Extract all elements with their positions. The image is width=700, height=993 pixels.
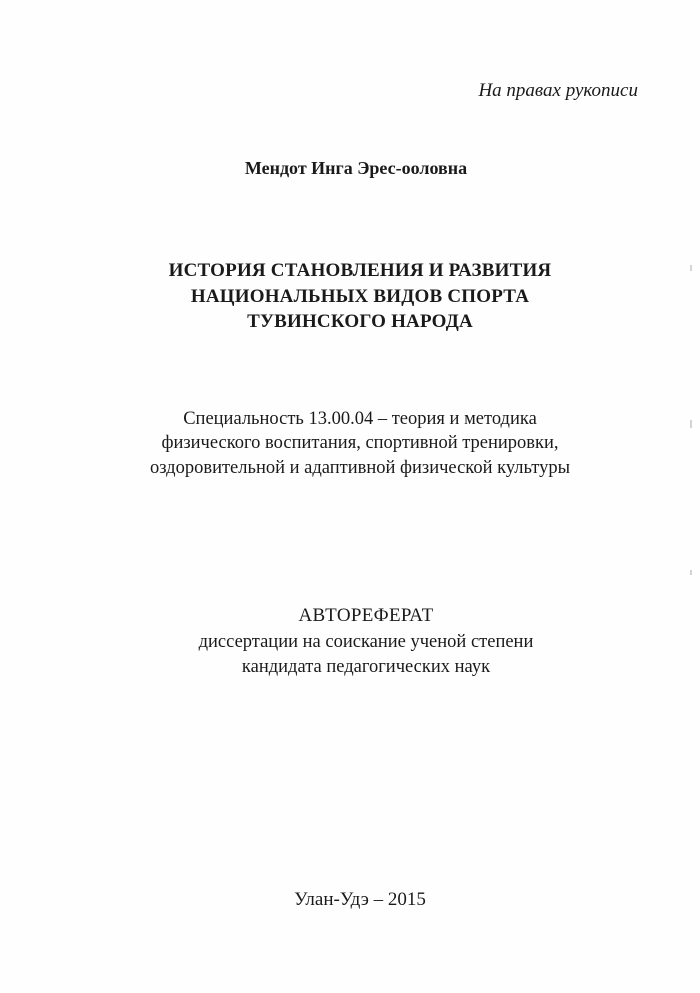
title-line: ТУВИНСКОГО НАРОДА (247, 311, 473, 332)
title-line: ИСТОРИЯ СТАНОВЛЕНИЯ И РАЗВИТИЯ (168, 260, 552, 281)
abstract-line: кандидата педагогических наук (241, 657, 491, 677)
title-line: НАЦИОНАЛЬНЫХ ВИДОВ СПОРТА (190, 286, 530, 307)
specialty-line: физического воспитания, спортивной тренировки, (161, 433, 559, 453)
place-and-year: Улан-Удэ – 2015 (294, 889, 426, 910)
abstract-heading: АВТОРЕФЕРАТ (298, 605, 434, 626)
manuscript-rights-note: На правах рукописи (478, 80, 638, 101)
scan-edge-mark (690, 570, 692, 575)
author-name: Мендот Инга Эрес-ооловна (244, 158, 468, 178)
specialty-line: оздоровительной и адаптивной физической культуры (149, 458, 571, 478)
specialty-line: Специальность 13.00.04 – теория и методика (183, 409, 537, 429)
abstract-line: диссертации на соискание ученой степени (198, 632, 534, 652)
